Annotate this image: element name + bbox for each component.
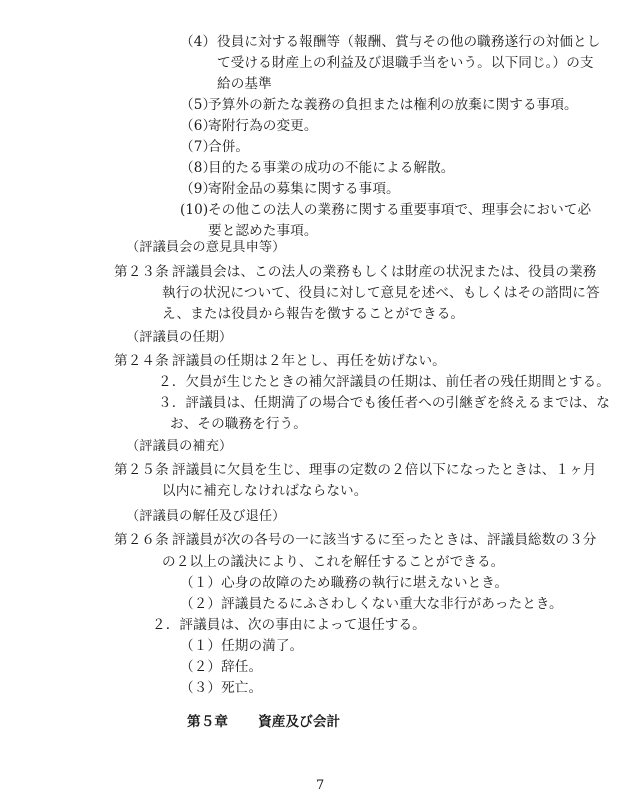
item-4-cont: 給の基準 [217, 76, 272, 92]
article-24-clause-3-cont: お、その職務を行う。 [170, 416, 307, 432]
article-26-cont: の２以上の議決により、これを解任することができる。 [162, 554, 505, 570]
item-7 [180, 137, 249, 157]
item-number: （7） [180, 139, 217, 155]
item-text: 寄附行為の変更。 [208, 118, 318, 134]
article-25-caption: （評議員の補充） [126, 439, 233, 454]
article-26-clause-2-item-1: （１）任期の満了。 [180, 638, 304, 654]
article-26-caption: （評議員の解任及び退任） [126, 509, 286, 524]
item-text: 役員に対する報酬等（報酬、賞与その他の職務遂行の対価とし [217, 34, 601, 50]
item-text: 寄附金品の募集に関する事項。 [208, 181, 400, 197]
item-number: （6） [180, 118, 217, 134]
chapter-number: 第５章 [187, 714, 229, 730]
article-number: 第２３条 [114, 264, 169, 280]
item-9 [180, 179, 400, 199]
article-24-clause-2: ２．欠員が生じたときの補欠評議員の任期は、前任者の残任期間とする。 [158, 374, 610, 390]
article-number: 第２６条 [114, 532, 169, 548]
item-number: （4） [180, 34, 217, 50]
item-text: その他この法人の業務に関する重要事項で、理事会において必 [208, 202, 592, 218]
article-25-cont: 以内に補充しなければならない。 [162, 483, 368, 499]
article-25 [114, 460, 597, 480]
article-text: 評議員が次の各号の一に該当するに至ったときは、評議員総数の３分 [172, 532, 597, 548]
item-number: （8） [180, 160, 217, 176]
article-text: 評議員に欠員を生じ、理事の定数の２倍以下になったときは、１ヶ月 [172, 462, 597, 478]
article-26-item-2: （２）評議員たるにふさわしくない重大な非行があったとき。 [180, 596, 563, 612]
item-text: 目的たる事業の成功の不能による解散。 [208, 160, 455, 176]
article-text: 評議員会は、この法人の業務もしくは財産の状況または、役員の業務 [172, 264, 597, 280]
item-text: 合併。 [208, 139, 250, 155]
item-10-cont: 要と認めた事項。 [208, 223, 318, 239]
article-number: 第２５条 [114, 462, 169, 478]
article-26-clause-2: ２．評議員は、次の事由によって退任する。 [152, 617, 426, 633]
item-6 [180, 116, 318, 136]
article-24-caption: （評議員の任期） [126, 330, 233, 345]
item-10 [180, 200, 591, 220]
item-number: （5） [180, 97, 217, 113]
item-number: (10) [180, 202, 209, 218]
article-24 [114, 351, 446, 371]
article-23-caption: （評議員会の意見具申等） [126, 240, 286, 255]
item-4 [180, 32, 600, 52]
page-number: 7 [316, 778, 325, 793]
article-26-clause-2-item-3: （３）死亡。 [180, 680, 263, 696]
article-number: 第２４条 [114, 353, 169, 369]
article-23 [114, 262, 597, 282]
item-number: （9） [180, 181, 217, 197]
article-23-cont: え、または役員から報告を徴することができる。 [162, 306, 465, 322]
article-26-clause-2-item-2: （２）辞任。 [180, 659, 263, 675]
chapter-title: 資産及び会計 [258, 714, 341, 730]
item-5 [180, 95, 578, 115]
chapter-heading [187, 712, 340, 732]
article-24-clause-3: ３．評議員は、任期満了の場合でも後任者への引継ぎを終えるまでは、な [158, 395, 610, 411]
article-23-cont: 執行の状況について、役員に対して意見を述べ、もしくはその諮問に答 [162, 285, 600, 301]
article-26-item-1: （１）心身の故障のため職務の執行に堪えないとき。 [180, 575, 509, 591]
item-8 [180, 158, 455, 178]
item-text: 予算外の新たな義務の負担または権利の放棄に関する事項。 [208, 97, 578, 113]
article-26 [114, 530, 597, 550]
article-text: 評議員の任期は２年とし、再任を妨げない。 [172, 353, 446, 369]
item-4-cont: て受ける財産上の利益及び退職手当をいう。以下同じ。）の支 [217, 55, 594, 71]
